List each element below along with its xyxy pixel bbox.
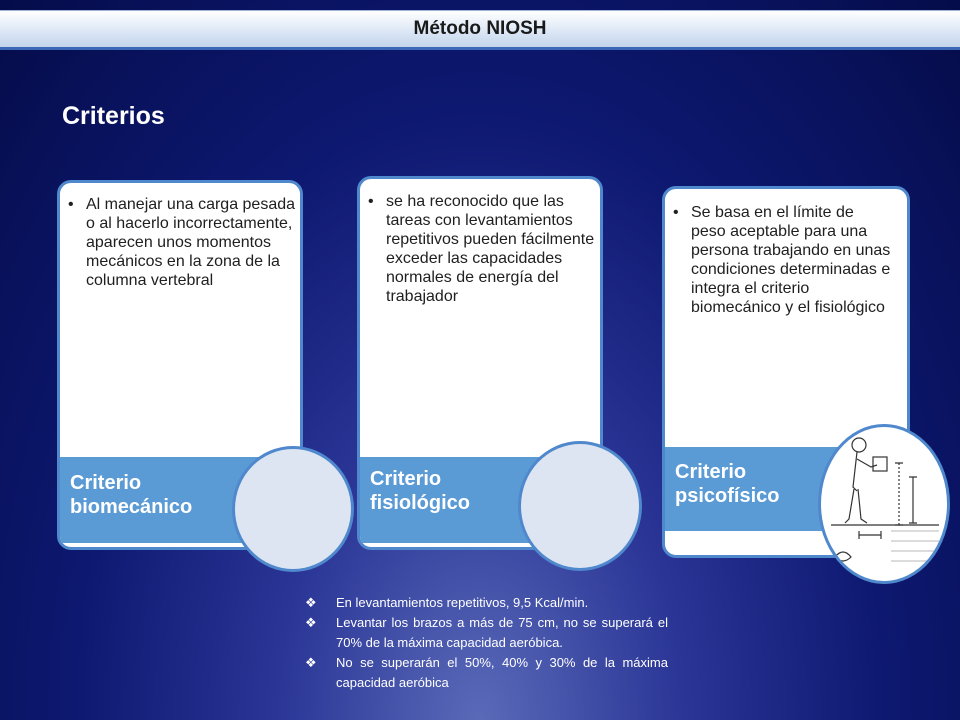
note-text: En levantamientos repetitivos, 9,5 Kcal/min.: [336, 595, 589, 610]
title-bar: [0, 10, 960, 50]
card-biomecanico-label: Criterio biomecánico: [70, 472, 193, 518]
lifting-posture-figure: [818, 424, 950, 584]
card-biomecanico-circle: [232, 446, 354, 572]
card-psicofisico-label: Criterio psicofísico: [675, 461, 780, 507]
section-title: Criterios: [62, 102, 165, 130]
slide-title: Método NIOSH: [413, 18, 547, 39]
note-text: No se superarán el 50%, 40% y 30% de la máxima capacidad aeróbica: [336, 655, 668, 690]
card-fisiologico-label: Criterio fisiológico: [370, 468, 470, 514]
four-diamond-bullet-icon: ❖: [305, 595, 317, 610]
card-fisiologico-circle: [518, 441, 642, 571]
note-item: [305, 593, 668, 613]
four-diamond-bullet-icon: ❖: [305, 655, 317, 670]
worker-lifting-diagram-icon: [821, 427, 947, 581]
four-diamond-bullet-icon: ❖: [305, 615, 317, 630]
note-item: [305, 653, 668, 693]
card-biomecanico-bullet: • Al manejar una carga pesada o al hacerlo incorrectamente, aparecen unos momentos mecánicos en la zona de la columna vertebral: [60, 195, 300, 290]
note-item: [305, 613, 668, 653]
note-text: Levantar los brazos a más de 75 cm, no se superará el 70% de la máxima capacidad aeróbica.: [336, 615, 668, 650]
card-psicofisico-bullet: • Se basa en el límite de peso aceptable para una persona trabajando en unas condiciones determinadas e integra el criterio biomecánico y el fisiológico: [665, 203, 891, 317]
notes-list: [305, 593, 668, 693]
card-fisiologico-bullet: • se ha reconocido que las tareas con levantamientos repetitivos pueden fácilmente exceder las capacidades normales de energía del trabajador: [360, 192, 600, 306]
